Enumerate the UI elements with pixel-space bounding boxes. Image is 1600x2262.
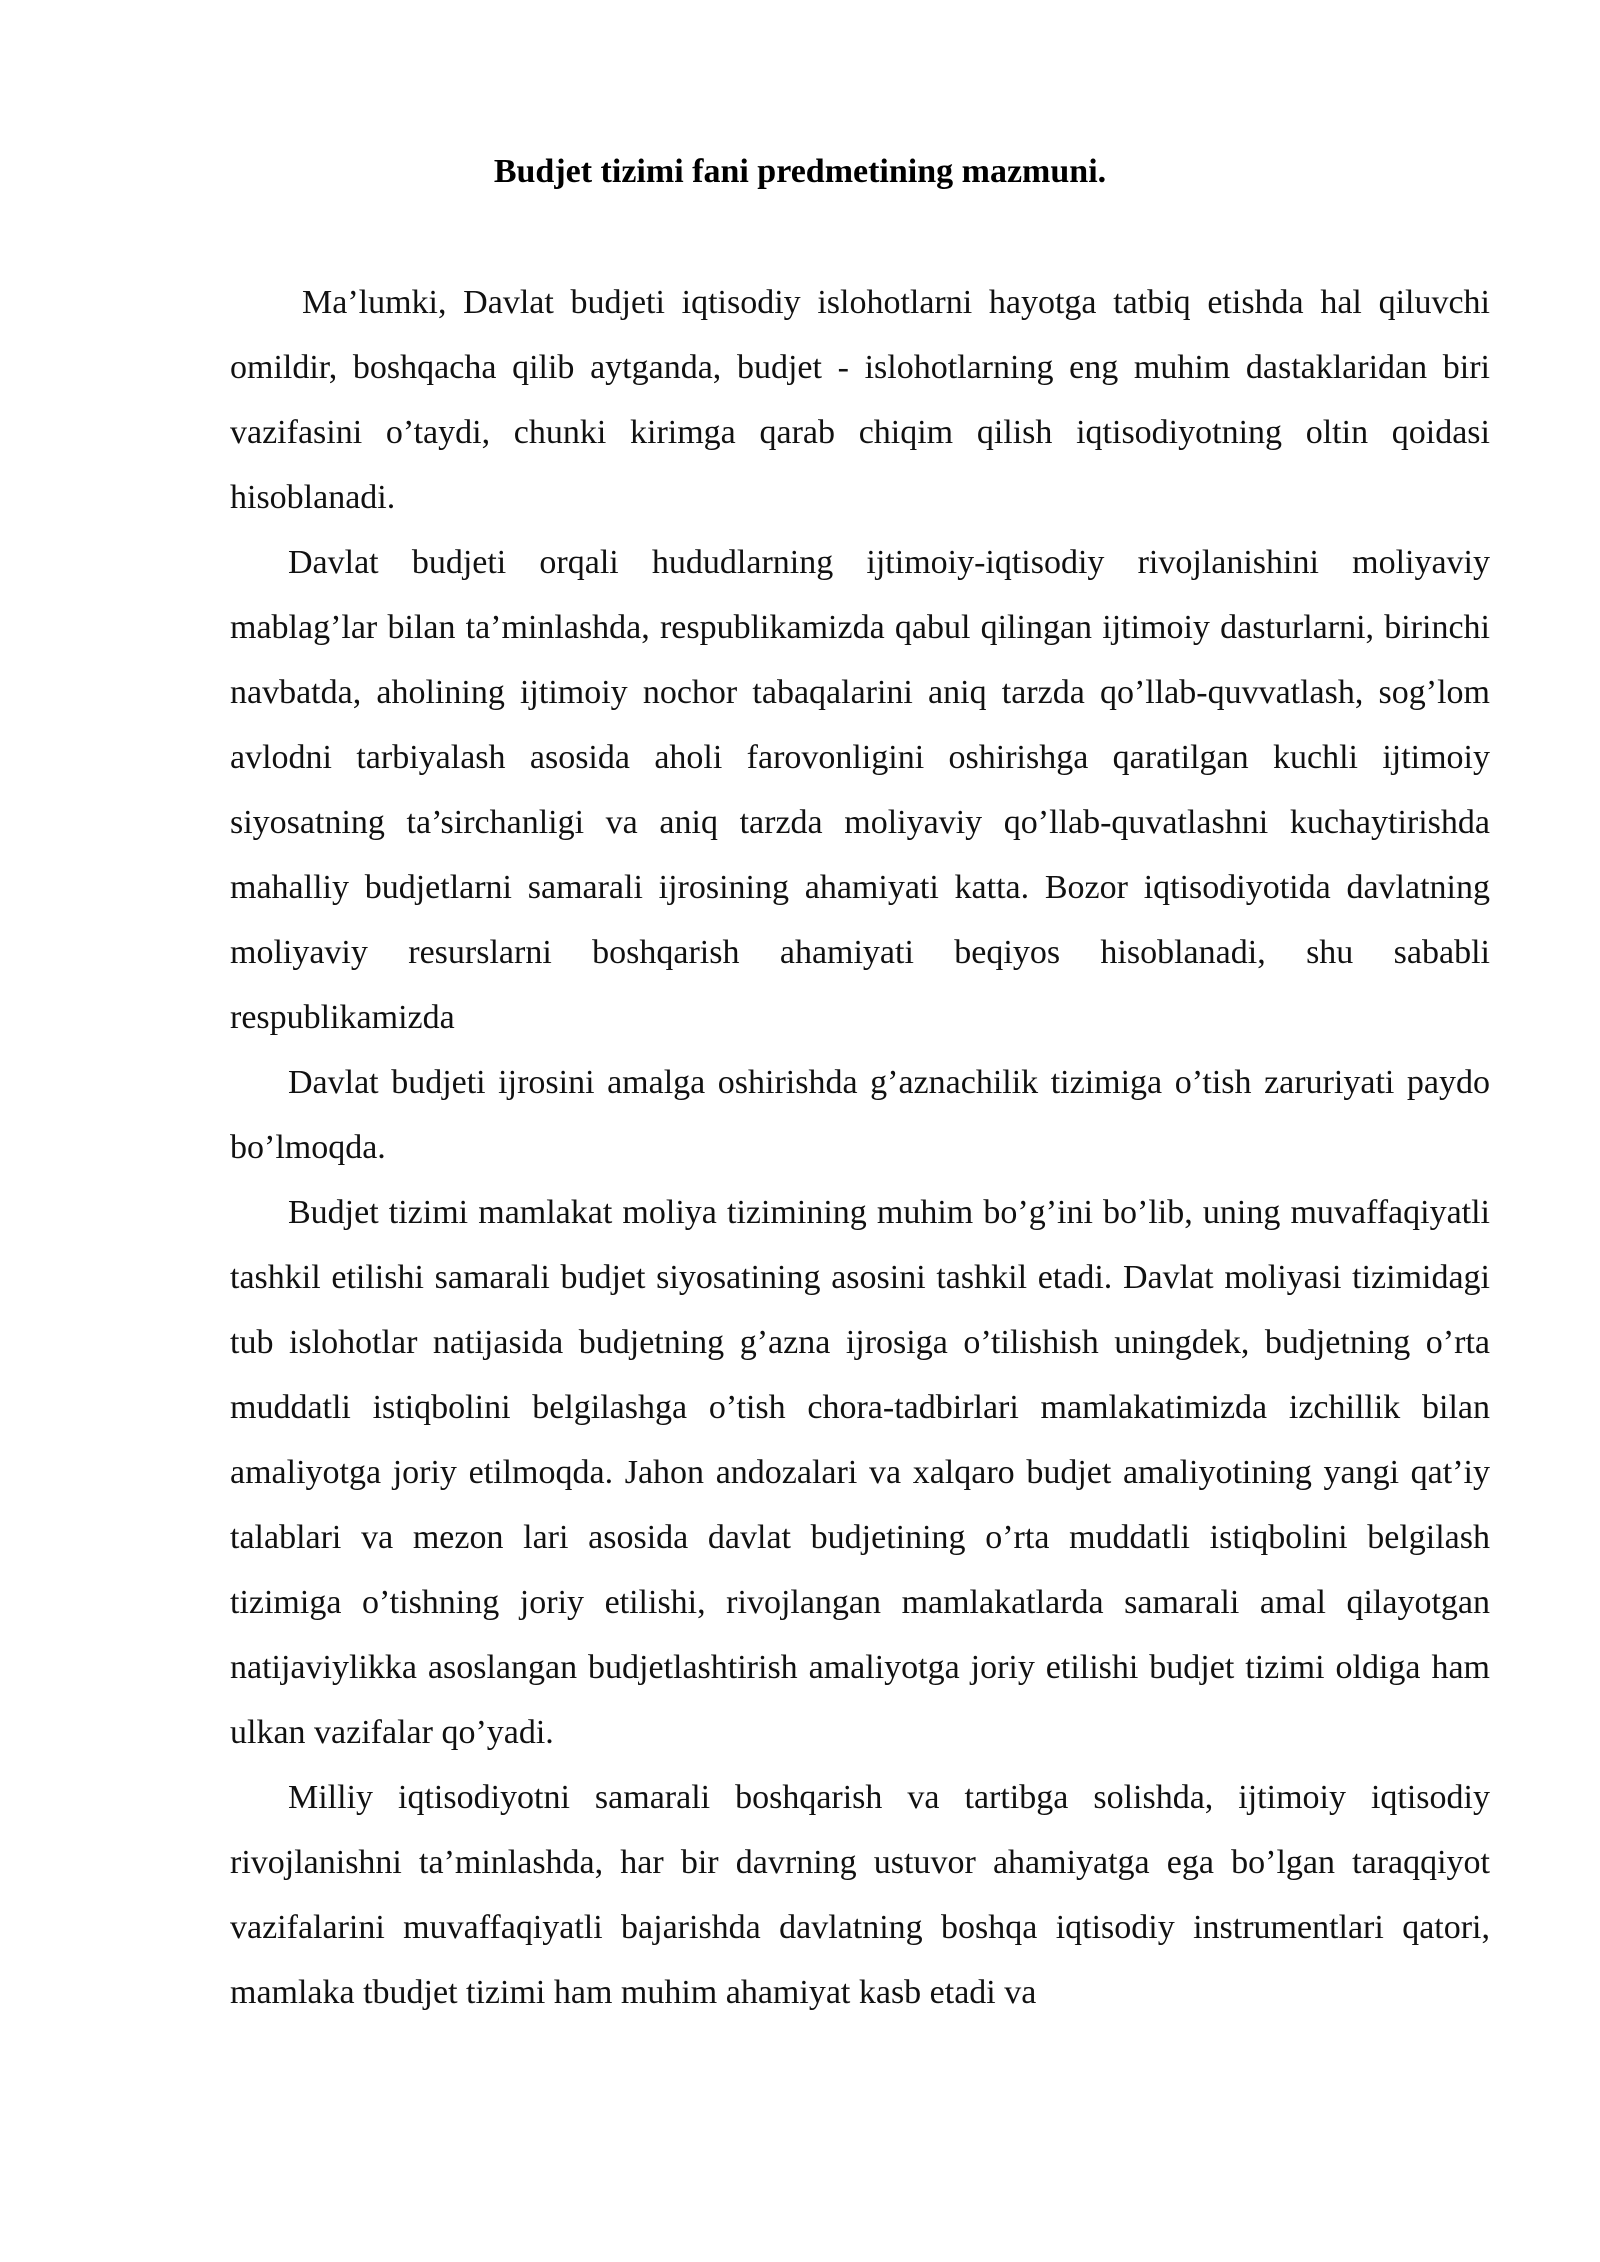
paragraph-1: Ma’lumki, Davlat budjeti iqtisodiy islohotlarni hayotga tatbiq etishda hal qiluvchi omildir, boshqacha qilib aytganda, budjet - islohotlarning eng muhim dastaklaridan biri vazifasini o’taydi, chunki kirimga qarab chiqim qilish iqtisodiyotning oltin qoidasi hisoblanadi.	[230, 284, 1490, 516]
document-body	[230, 270, 1490, 2025]
paragraph-5: Milliy iqtisodiyotni samarali boshqarish va tartibga solishda, ijtimoiy iqtisodiy rivojlanishni ta’minlashda, har bir davrning ustuvor ahamiyatga ega bo’lgan taraqqiyot vazifalarini muvaffaqiyatli bajarishda davlatning boshqa iqtisodiy instrumentlari qatori, mamlaka tbudjet tizimi ham muhim ahamiyat kasb etadi va	[230, 1779, 1490, 2011]
paragraph-3: Davlat budjeti ijrosini amalga oshirishda g’aznachilik tizimiga o’tish zaruriyati paydo bo’lmoqda.	[230, 1064, 1490, 1166]
paragraph-2: Davlat budjeti orqali hududlarning ijtimoiy-iqtisodiy rivojlanishini moliyaviy mablag’lar bilan ta’minlashda, respublikamizda qabul qilingan ijtimoiy dasturlarni, birinchi navbatda, aholining ijtimoiy nochor tabaqalarini aniq tarzda qo’llab-quvvatlash, sog’lom avlodni tarbiyalash asosida aholi farovonligini oshirishga qaratilgan kuchli ijtimoiy siyosatning ta’sirchanligi va aniq tarzda moliyaviy qo’llab-quvatlashni kuchaytirishda mahalliy budjetlarni samarali ijrosining ahamiyati katta. Bozor iqtisodiyotida davlatning moliyaviy resurslarni boshqarish ahamiyati beqiyos hisoblanadi, shu sababli respublikamizda	[230, 544, 1490, 1036]
paragraph-4: Budjet tizimi mamlakat moliya tizimining muhim bo’g’ini bo’lib, uning muvaffaqiyatli tashkil etilishi samarali budjet siyosatining asosini tashkil etadi. Davlat moliyasi tizimidagi tub islohotlar natijasida budjetning g’azna ijrosiga o’tilishish uningdek, budjetning o’rta muddatli istiqbolini belgilashga o’tish chora-tadbirlari mamlakatimizda izchillik bilan amaliyotga joriy etilmoqda. Jahon andozalari va xalqaro budjet amaliyotining yangi qat’iy talablari va mezon lari asosida davlat budjetining o’rta muddatli istiqbolini belgilash tizimiga o’tishning joriy etilishi, rivojlangan mamlakatlarda samarali amal qilayotgan natijaviylikka asoslangan budjetlashtirish amaliyotga joriy etilishi budjet tizimi oldiga ham ulkan vazifalar qo’yadi.	[230, 1194, 1490, 1751]
document-title: Budjet tizimi fani predmetining mazmuni.	[493, 153, 1107, 190]
